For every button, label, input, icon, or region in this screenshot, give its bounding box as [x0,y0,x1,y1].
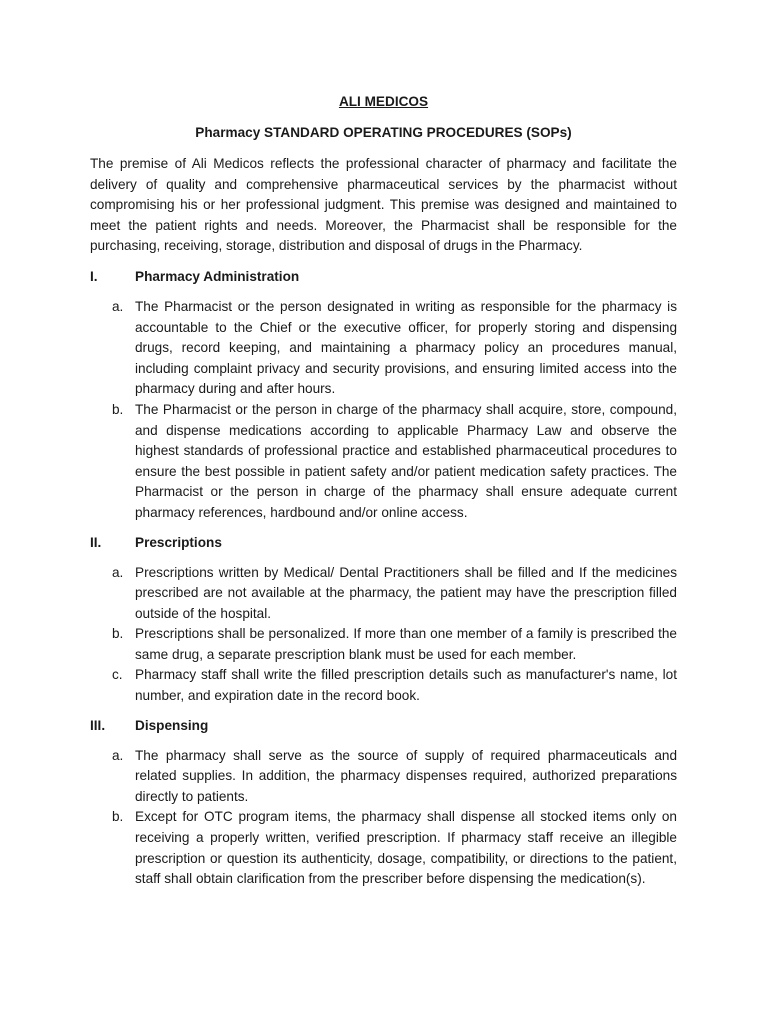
section-items-administration [90,297,677,524]
item-letter: a. [112,564,124,580]
item-text: Pharmacy staff shall write the filled prescription details such as manufacturer's name, lot number, and expiration date in the record book. [135,667,677,704]
item-letter: a. [112,747,124,763]
list-item [90,807,677,889]
section-number: III. [90,717,106,733]
list-item [90,400,677,524]
document-page [90,92,677,890]
section-number: I. [90,268,98,284]
item-letter: b. [112,809,124,825]
document-title: ALI MEDICOS [338,94,429,109]
item-letter: c. [112,667,123,683]
list-item [90,563,677,625]
item-letter: b. [112,401,124,417]
list-item [90,746,677,808]
item-letter: a. [112,298,124,314]
item-text: Prescriptions written by Medical/ Dental Practitioners shall be filled and If the medicines prescribed are not available at the pharmacy, the patient may have the prescription filled outside of the hospital. [135,564,677,621]
item-letter: b. [112,626,124,642]
section-title: Prescriptions [135,534,222,550]
list-item [90,297,677,400]
section-items-dispensing [90,746,677,890]
item-text: The Pharmacist or the person designated in writing as responsible for the pharmacy is accountable to the Chief or the executive officer, for properly storing and dispensing drugs, record keeping, and maintaining a pharmacy policy an procedures manual, including complaint privacy and security provisions, and ensuring limited access into the pharmacy during and after hours. [135,298,677,397]
section-number: II. [90,534,102,550]
section-title: Pharmacy Administration [135,268,300,284]
section-heading-dispensing [90,716,677,736]
item-text: Except for OTC program items, the pharmacy shall dispense all stocked items only on receiving a properly written, verified prescription. If pharmacy staff receive an illegible prescription or question its authenticity, dosage, compatibility, or directions to the patient, staff shall obtain clarification from the prescriber before dispensing the medication(s). [135,809,677,887]
list-item [90,665,677,706]
section-title: Dispensing [135,717,209,733]
item-text: The pharmacy shall serve as the source of supply of required pharmaceuticals and related supplies. In addition, the pharmacy dispenses required, authorized preparations directly to patients. [135,747,677,804]
document-subtitle: Pharmacy STANDARD OPERATING PROCEDURES (SOPs) [195,125,572,140]
section-heading-administration [90,267,677,287]
section-items-prescriptions [90,563,677,707]
item-text: Prescriptions shall be personalized. If more than one member of a family is prescribed the same drug, a separate prescription blank must be used for each member. [135,626,677,662]
item-text: The Pharmacist or the person in charge of the pharmacy shall acquire, store, compound, and dispense medications according to applicable Pharmacy Law and observe the highest standards of professional practice and established pharmaceutical procedures to ensure the best possible in patient safety and/or patient medication safety practices. The Pharmacist or the person in charge of the pharmacy shall ensure adequate current pharmacy references, hardbound and/or online access. [135,401,677,520]
intro-paragraph: The premise of Ali Medicos reflects the professional character of pharmacy and facilitate the delivery of quality and comprehensive pharmaceutical services by the pharmacist without compromising his or her professional judgment. This premise was designed and maintained to meet the patient rights and needs. Moreover, the Pharmacist shall be responsible for the purchasing, receiving, storage, distribution and disposal of drugs in the Pharmacy. [90,156,677,254]
list-item [90,624,677,665]
section-heading-prescriptions [90,533,677,553]
